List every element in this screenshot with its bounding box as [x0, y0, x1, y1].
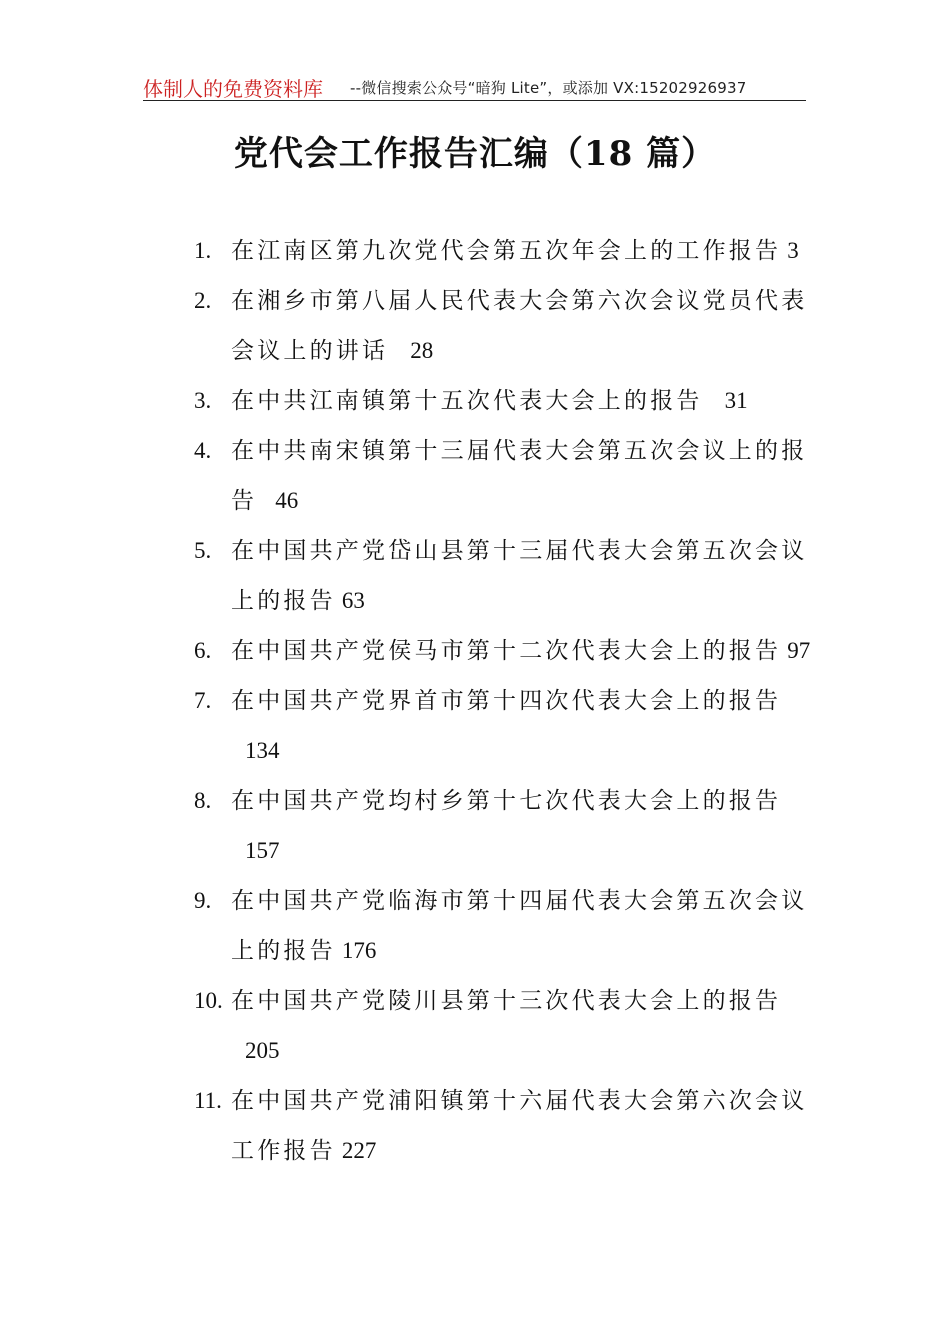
toc-item[interactable]	[194, 426, 814, 526]
document-title: 党代会工作报告汇编（18 篇）	[233, 134, 717, 174]
toc-item-title: 在中共江南镇第十五次代表大会上的报告	[231, 388, 703, 414]
toc-item-page: 63	[341, 588, 365, 613]
toc-item[interactable]	[194, 676, 814, 776]
toc-item-number: 3.	[194, 388, 212, 413]
toc-item[interactable]	[194, 876, 814, 976]
toc-item-number: 1.	[194, 238, 212, 263]
toc-item-number: 2.	[194, 288, 212, 313]
toc-item-number: 5.	[194, 538, 212, 563]
toc-item-title: 在江南区第九次党代会第五次年会上的工作报告	[231, 238, 782, 264]
toc-item-page: 227	[341, 1138, 377, 1163]
toc-item-page: 157	[245, 838, 280, 863]
toc-item-title: 在中国共产党陵川县第十三次代表大会上的报告	[231, 988, 782, 1014]
toc-item-page: 97	[787, 638, 811, 663]
toc-item[interactable]	[194, 976, 814, 1076]
toc-item-title: 在中国共产党岱山县第十三届代表大会第五次会议	[231, 538, 808, 564]
toc-item-title: 在中国共产党侯马市第十二次代表大会上的报告	[231, 638, 782, 664]
toc-item-title: 在中共南宋镇第十三届代表大会第五次会议上的报	[231, 438, 808, 464]
toc-item[interactable]	[194, 776, 814, 876]
toc-item-page: 28	[410, 338, 434, 363]
toc-item[interactable]	[194, 226, 814, 276]
toc-item-page: 176	[341, 938, 377, 963]
toc-item-title: 在中国共产党均村乡第十七次代表大会上的报告	[231, 788, 782, 814]
toc-item-title: 在中国共产党浦阳镇第十六届代表大会第六次会议	[231, 1088, 808, 1114]
toc-item-page: 134	[245, 738, 280, 763]
toc-item[interactable]	[194, 276, 814, 376]
toc-item-title-cont: 会议上的讲话	[231, 338, 389, 364]
brand-text: 体制人的免费资料库	[143, 77, 323, 101]
toc-item-page: 31	[724, 388, 748, 413]
toc-item[interactable]	[194, 626, 814, 676]
table-of-contents	[194, 226, 814, 1176]
toc-item-number: 4.	[194, 438, 212, 463]
toc-item-title-cont: 上的报告	[231, 588, 336, 614]
toc-item-number: 11.	[194, 1088, 222, 1113]
toc-item-number: 7.	[194, 688, 212, 713]
toc-item-title-cont: 上的报告	[231, 938, 336, 964]
toc-item-number: 9.	[194, 888, 212, 913]
toc-item-title: 在中国共产党界首市第十四次代表大会上的报告	[231, 688, 782, 714]
toc-item-page: 3	[787, 238, 799, 263]
toc-item[interactable]	[194, 526, 814, 626]
promo-text: --微信搜索公众号“暗狗 Lite”，或添加 VX:15202926937	[350, 79, 747, 97]
toc-item-page: 46	[275, 488, 299, 513]
toc-item[interactable]	[194, 1076, 814, 1176]
toc-item-title: 在湘乡市第八届人民代表大会第六次会议党员代表	[231, 288, 808, 314]
toc-item-title-cont: 工作报告	[231, 1138, 336, 1164]
toc-item-number: 8.	[194, 788, 212, 813]
toc-item[interactable]	[194, 376, 814, 426]
toc-item-title-cont: 告	[231, 488, 258, 514]
toc-item-page: 205	[245, 1038, 280, 1063]
toc-item-title: 在中国共产党临海市第十四届代表大会第五次会议	[231, 888, 808, 914]
document-header	[143, 70, 806, 101]
toc-item-number: 6.	[194, 638, 212, 663]
toc-item-number: 10.	[194, 988, 223, 1013]
